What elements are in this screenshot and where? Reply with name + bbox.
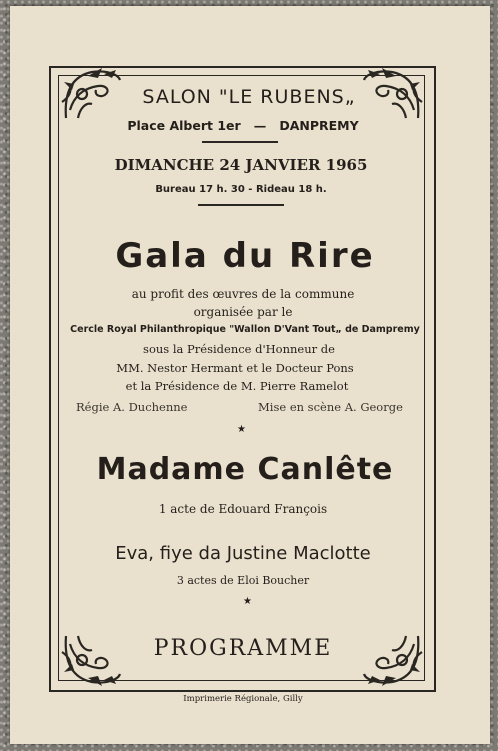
event-date: DIMANCHE 24 JANVIER 1965 (114, 156, 368, 174)
gala-line-2: organisée par le (193, 305, 293, 319)
venue-name: SALON "LE RUBENS„ (142, 86, 356, 108)
play2-subtitle: 3 actes de Eloi Boucher (176, 574, 310, 587)
venue-place: Place Albert 1er (127, 118, 241, 133)
star-separator-2: ★ (243, 596, 252, 607)
venue-address (0, 118, 492, 133)
event-times: Bureau 17 h. 30 - Rideau 18 h. (155, 184, 327, 195)
gala-line-4: sous la Présidence d'Honneur de (143, 342, 335, 356)
gala-line-3: Cercle Royal Philanthropique "Wallon D'Vant Tout„ de Dampremy (70, 324, 420, 335)
divider-top (202, 141, 278, 143)
gala-line-1: au profit des œuvres de la commune (131, 287, 355, 301)
gala-mise-en-scene: Mise en scène A. George (258, 400, 403, 414)
play2-title: Eva, fiye da Justine Maclotte (115, 543, 371, 564)
play1-subtitle: 1 acte de Edouard François (158, 502, 328, 516)
gala-title: Gala du Rire (115, 236, 375, 276)
programme-heading: PROGRAMME (153, 636, 333, 661)
star-separator-1: ★ (237, 424, 246, 435)
venue-town: DANPREMY (279, 118, 359, 133)
printer-credit: Imprimerie Régionale, Gilly (183, 694, 303, 704)
venue-dash: — (253, 118, 267, 133)
play1-title: Madame Canlête (96, 452, 394, 487)
gala-line-5: MM. Nestor Hermant et le Docteur Pons (116, 361, 354, 375)
gala-line-6: et la Présidence de M. Pierre Ramelot (125, 379, 349, 393)
divider-date (198, 204, 284, 206)
gala-regie: Régie A. Duchenne (76, 400, 188, 414)
